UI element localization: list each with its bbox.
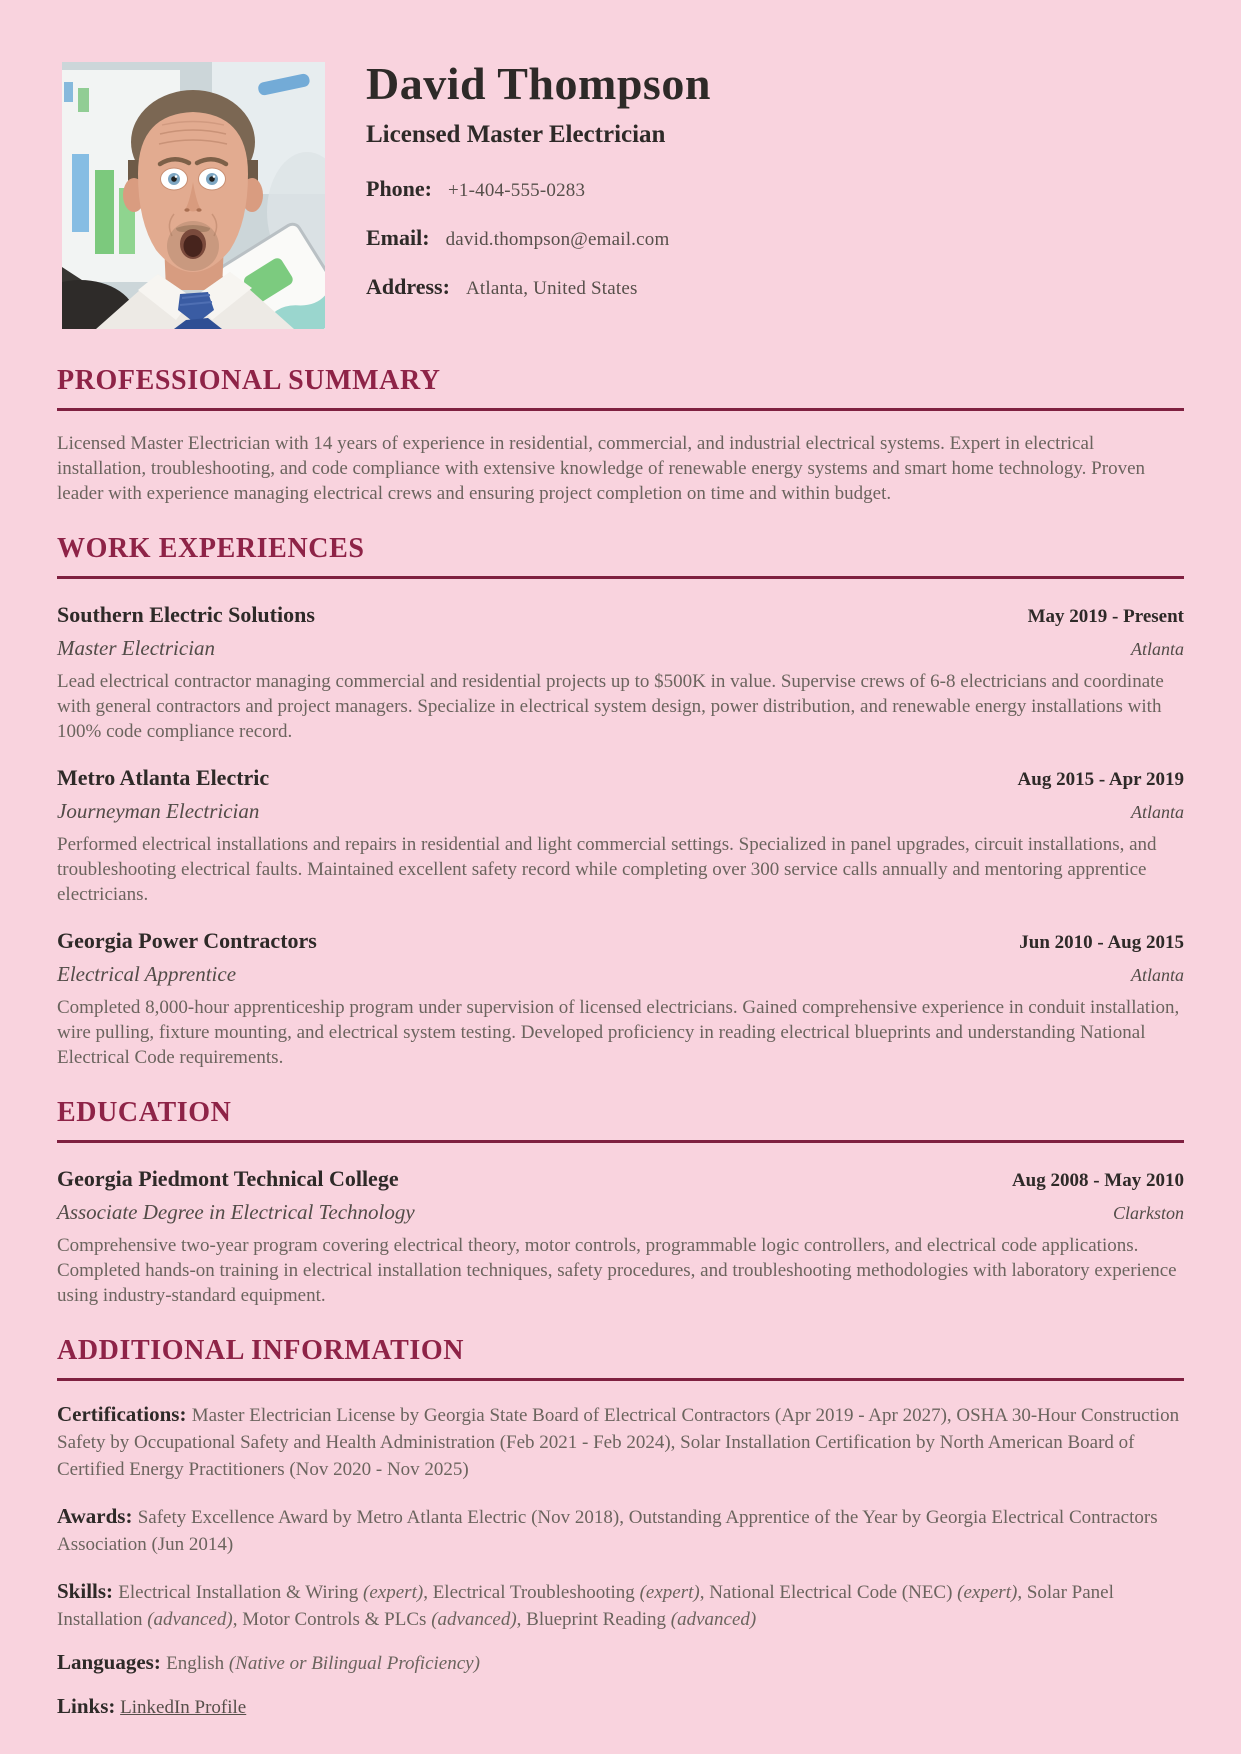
linkedin-profile-link[interactable]: LinkedIn Profile [120, 1697, 247, 1718]
section-divider [57, 576, 1184, 579]
summary-heading: PROFESSIONAL SUMMARY [57, 365, 441, 396]
section-divider [57, 1140, 1184, 1143]
person-name: David Thompson [366, 58, 711, 109]
work-entry-head [57, 927, 1184, 956]
phone-label: Phone: [366, 176, 432, 201]
company-name: Southern Electric Solutions [57, 602, 315, 627]
employment-dates: May 2019 - Present [1027, 606, 1184, 627]
job-description: Performed electrical installations and repairs in residential and light commercial settings. Specialized in panel upgrades, circuit installations, and troubleshooting electrical faults. Maintained excellent safety record while completing over 300 service calls annually and mentoring apprentice electricians. [57, 834, 1157, 905]
education-dates: Aug 2008 - May 2010 [1011, 1170, 1184, 1191]
contact-row-email [366, 225, 1186, 251]
section-education [57, 1098, 1184, 1308]
section-divider [57, 1378, 1184, 1381]
phone-value: +1-404-555-0283 [448, 180, 586, 201]
address-value: Atlanta, United States [465, 278, 638, 299]
job-description: Lead electrical contractor managing commercial and residential projects up to $500K in value. Supervise crews of 6-8 electricians and coordinate with general contractors and project managers. Specialize in electrical system design, power distribution, and renewable energy installations with 100% code compliance record. [57, 671, 1164, 742]
school-name: Georgia Piedmont Technical College [57, 1166, 399, 1191]
work-entry-sub [57, 960, 1184, 989]
header-text [366, 56, 1186, 300]
school-location: Clarkston [1112, 1203, 1184, 1223]
section-professional-summary [57, 366, 1184, 506]
email-label: Email: [366, 225, 430, 250]
work-entry [57, 764, 1184, 907]
additional-heading: ADDITIONAL INFORMATION [57, 1335, 465, 1366]
employment-dates: Jun 2010 - Aug 2015 [1019, 932, 1184, 953]
work-entry-sub [57, 797, 1184, 826]
job-location: Atlanta [1131, 802, 1184, 822]
job-description: Completed 8,000-hour apprenticeship program under supervision of licensed electricians. Gained comprehensive experience in conduit installation, wire pulling, fixture mounting, and electrical system testing. Developed proficiency in reading electrical blueprints and understanding National Electrical Code requirements. [57, 997, 1180, 1068]
links-label: Links: [57, 1694, 116, 1718]
education-description: Comprehensive two-year program covering electrical theory, motor controls, programmable logic controllers, and electrical code applications. Completed hands-on training in electrical installation techniques, safety procedures, and troubleshooting methodologies with laboratory experience using industry-standard equipment. [57, 1235, 1177, 1306]
education-entry-head [57, 1165, 1184, 1194]
work-entry-head [57, 601, 1184, 630]
employment-dates: Aug 2015 - Apr 2019 [1017, 769, 1184, 790]
links-item [57, 1693, 1184, 1721]
profile-photo [62, 62, 325, 329]
company-name: Georgia Power Contractors [57, 928, 317, 953]
job-location: Atlanta [1131, 965, 1184, 985]
work-entry-head [57, 764, 1184, 793]
work-heading: WORK EXPERIENCES [57, 533, 365, 564]
awards-item: Awards: Safety Excellence Award by Metro Atlanta Electric (Nov 2018), Outstanding Apprentice of the Year by Georgia Electrical Contractors Association (Jun 2014) [57, 1504, 1158, 1555]
section-work-experiences [57, 534, 1184, 1070]
certifications-item: Certifications: Master Electrician License by Georgia State Board of Electrical Contractors (Apr 2019 - Apr 2027), OSHA 30-Hour Construction Safety by Occupational Safety and Health Administration (Feb 2021 - Feb 2024), Solar Installation Certification by North American Board of Certified Energy Practitioners (Nov 2020 - Nov 2025) [57, 1402, 1180, 1480]
job-title: Licensed Master Electrician [366, 121, 666, 148]
job-location: Atlanta [1131, 639, 1184, 659]
degree-title: Associate Degree in Electrical Technology [57, 1200, 415, 1224]
education-entry [57, 1165, 1184, 1308]
work-entry [57, 601, 1184, 744]
section-additional-information [57, 1336, 1184, 1721]
work-entry-sub [57, 634, 1184, 663]
section-divider [57, 408, 1184, 411]
position-title: Master Electrician [57, 636, 216, 660]
education-entry-sub [57, 1198, 1184, 1227]
contact-row-address [366, 274, 1186, 300]
portrait-illustration [62, 62, 325, 329]
position-title: Electrical Apprentice [57, 962, 237, 986]
summary-text: Licensed Master Electrician with 14 years of experience in residential, commercial, and industrial electrical systems. Expert in electrical installation, troubleshooting, and code compliance with extensive knowledge of renewable energy systems and smart home technology. Proven leader with experience managing electrical crews and ensuring project completion on time and within budget. [57, 433, 1146, 504]
skills-item: Skills: Electrical Installation & Wiring (expert), Electrical Troubleshooting (expert), National Electrical Code (NEC) (expert), Solar Panel Installation (advanced), Motor Controls & PLCs (advanced), Blueprint Reading (advanced) [57, 1579, 1114, 1630]
company-name: Metro Atlanta Electric [57, 765, 270, 790]
contact-row-phone [366, 176, 1186, 202]
languages-item: Languages: English (Native or Bilingual Proficiency) [57, 1650, 480, 1674]
email-value: david.thompson@email.com [445, 229, 670, 250]
header [0, 0, 1241, 330]
position-title: Journeyman Electrician [57, 799, 260, 823]
address-label: Address: [366, 274, 450, 299]
education-heading: EDUCATION [57, 1097, 232, 1128]
work-entry [57, 927, 1184, 1070]
